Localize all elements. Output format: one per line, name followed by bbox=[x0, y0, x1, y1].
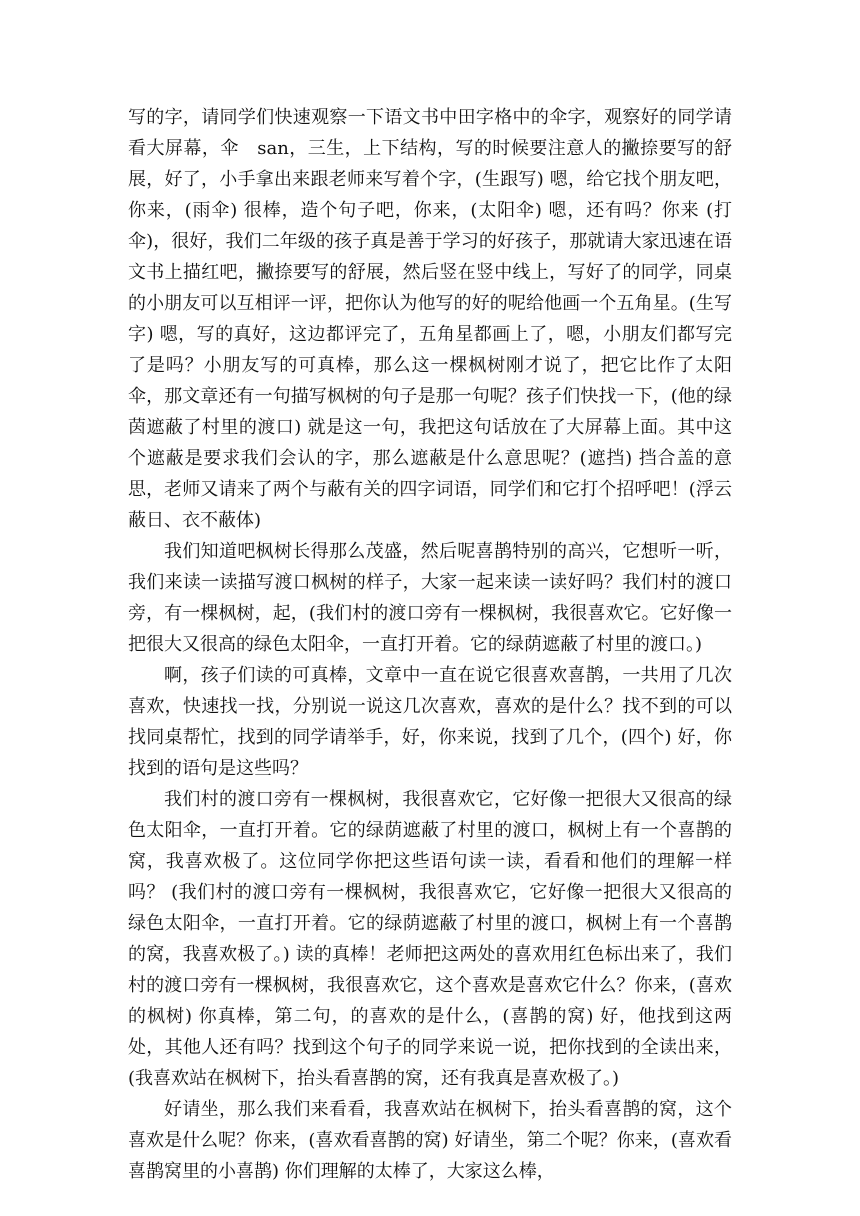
paragraph-5: 好请坐，那么我们来看看，我喜欢站在枫树下，抬头看喜鹊的窝，这个喜欢是什么呢？你来，(喜欢看喜鹊的窝) 好请坐，第二个呢？你来，(喜欢看喜鹊窝里的小喜鹊) 你们理解的太棒了，大家这么棒， bbox=[128, 1099, 732, 1182]
paragraph-3: 啊，孩子们读的可真棒，文章中一直在说它很喜欢喜鹊，一共用了几次喜欢，快速找一找，分别说一说这几次喜欢，喜欢的是什么？找不到的可以找同桌帮忙，找到的同学请举手，好，你来说，找到了几个，(四个) 好，你找到的语句是这些吗？ bbox=[128, 665, 732, 779]
paragraph-2: 我们知道吧枫树长得那么茂盛，然后呢喜鹊特别的高兴，它想听一听，我们来读一读描写渡口枫树的样子，大家一起来读一读好吗？我们村的渡口旁，有一棵枫树，起，(我们村的渡口旁有一棵枫树，我很喜欢它。它好像一把很大又很高的绿色太阳伞，一直打开着。它的绿荫遮蔽了村里的渡口。) bbox=[128, 541, 732, 655]
paragraph-1: 写的字，请同学们快速观察一下语文书中田字格中的伞字，观察好的同学请看大屏幕，伞 san，三生，上下结构，写的时候要注意人的撇捺要写的舒展，好了，小手拿出来跟老师来写着个字，(生跟写) 嗯，给它找个朋友吧，你来，(雨伞) 很棒，造个句子吧，你来，(太阳伞) 嗯，还有吗？你来 (打伞)，很好，我们二年级的孩子真是善于学习的好孩子，那就请大家迅速在语文书上描红吧，撇捺要写的舒展，然后竖在竖中线上，写好了的同学，同桌的小朋友可以互相评一评，把你认为他写的好的呢给他画一个五角星。(生写字) 嗯，写的真好，这边都评完了，五角星都画上了，嗯，小朋友们都写完了是吗？小朋友写的可真棒，那么这一棵枫树刚才说了，把它比作了太阳伞，那文章还有一句描写枫树的句子是那一句呢？孩子们快找一下，(他的绿茵遮蔽了村里的渡口) 就是这一句，我把这句话放在了大屏幕上面。其中这个遮蔽是要求我们会认的字，那么遮蔽是什么意思呢？(遮挡) 挡合盖的意思，老师又请来了两个与蔽有关的四字词语，同学们和它打个招呼吧！(浮云蔽日、衣不蔽体) bbox=[128, 107, 732, 531]
document-body bbox=[128, 102, 732, 1187]
paragraph-4: 我们村的渡口旁有一棵枫树，我很喜欢它，它好像一把很大又很高的绿色太阳伞，一直打开着。它的绿荫遮蔽了村里的渡口，枫树上有一个喜鹊的窝，我喜欢极了。这位同学你把这些语句读一读，看看和他们的理解一样吗？ (我们村的渡口旁有一棵枫树，我很喜欢它，它好像一把很大又很高的绿色太阳伞，一直打开着。它的绿荫遮蔽了村里的渡口，枫树上有一个喜鹊的窝，我喜欢极了。) 读的真棒！老师把这两处的喜欢用红色标出来了，我们村的渡口旁有一棵枫树，我很喜欢它，这个喜欢是喜欢它什么？你来，(喜欢的枫树) 你真棒，第二句，的喜欢的是什么，(喜鹊的窝) 好，他找到这两处，其他人还有吗？找到这个句子的同学来说一说，把你找到的全读出来，(我喜欢站在枫树下，抬头看喜鹊的窝，还有我真是喜欢极了。) bbox=[128, 789, 732, 1089]
